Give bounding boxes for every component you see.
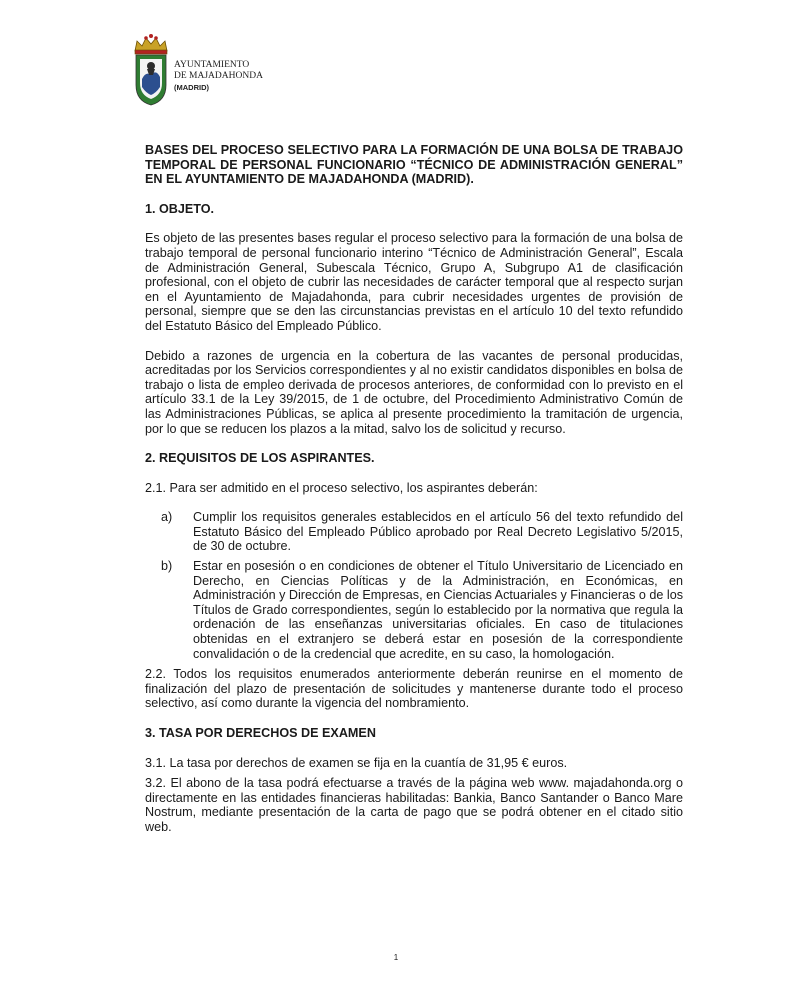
section-1-paragraph-1: Es objeto de las presentes bases regular el proceso selectivo para la formación de una bolsa de trabajo temporal de personal funcionario interino “Técnico de Administración General”, Escala de Administración General, Subescala Técnico, Grupo A, Subgrupo A1 de clasificación profesional, con el objeto de cubrir las necesidades de carácter temporal que al respecto surjan en el Ayuntamiento de Majadahonda, para cubrir necesidades urgentes de provisión de personal, siempre que se den las circunstancias previstas en el artículo 10 del texto refundido del Estatuto Básico del Empleado Público. bbox=[145, 231, 683, 333]
org-line-2: DE MAJADAHONDA bbox=[174, 71, 263, 81]
list-marker: a) bbox=[161, 510, 173, 525]
section-2-intro: 2.1. Para ser admitido en el proceso selectivo, los aspirantes deberán: bbox=[145, 480, 538, 495]
list-item bbox=[145, 510, 683, 554]
letterhead bbox=[131, 33, 331, 108]
list-marker: b) bbox=[161, 559, 173, 574]
section-2-paragraph-2: 2.2. Todos los requisitos enumerados anteriormente deberán reunirse en el momento de finalización del plazo de presentación de solicitudes y mantenerse durante todo el proceso selectivo, así como durante la vigencia del nombramiento. bbox=[145, 667, 683, 711]
list-item-text: Estar en posesión o en condiciones de obtener el Título Universitario de Licenciado en Derecho, en Ciencias Políticas y de la Administración, en Económicas, en Administración y Dirección de Empresas, en Ciencias Actuariales y Financieras o de los Títulos de Grado correspondientes, según lo establecido por la normativa que regula la ordenación de las enseñanzas universitarias oficiales. En caso de titulaciones obtenidas en el extranjero se deberá estar en posesión de la correspondiente convalidación o de la credencial que acredite, en su caso, la homologación. bbox=[193, 559, 683, 661]
section-3-paragraph-2: 3.2. El abono de la tasa podrá efectuarse a través de la página web www. majadahonda.org o directamente en las entidades financieras habilitadas: Bankia, Banco Santander o Banco Mare Nostrum, mediante presentación de la carta de pago que se podrá obtener en el citado sitio web. bbox=[145, 776, 683, 834]
organization-name bbox=[174, 60, 263, 93]
section-3-paragraph-1: 3.1. La tasa por derechos de examen se fija en la cuantía de 31,95 € euros. bbox=[145, 755, 568, 770]
list-item-text: Cumplir los requisitos generales establecidos en el artículo 56 del texto refundido del Estatuto Básico del Empleado Público aprobado por Real Decreto Legislativo 5/2015, de 30 de octubre. bbox=[193, 510, 683, 554]
section-3-heading: 3. TASA POR DERECHOS DE EXAMEN bbox=[145, 726, 376, 740]
requirements-list bbox=[145, 510, 683, 661]
document-title: BASES DEL PROCESO SELECTIVO PARA LA FORMACIÓN DE UNA BOLSA DE TRABAJO TEMPORAL DE PERSONAL FUNCIONARIO “TÉCNICO DE ADMINISTRACIÓN GENERAL” EN EL AYUNTAMIENTO DE MAJADAHONDA (MADRID). bbox=[145, 143, 683, 187]
page-number: 1 bbox=[393, 953, 399, 962]
section-1-heading: 1. OBJETO. bbox=[145, 201, 215, 216]
list-item bbox=[145, 559, 683, 661]
org-line-1: AYUNTAMIENTO bbox=[174, 60, 250, 70]
section-1-paragraph-2: Debido a razones de urgencia en la cobertura de las vacantes de personal producidas, acreditadas por los Servicios correspondientes y al no existir candidatos disponibles en bolsa de trabajo o lista de empleo derivada de procesos anteriores, de conformidad con lo previsto en el artículo 33.1 de la Ley 39/2015, de 1 de octubre, del Procedimiento Administrativo Común de las Administraciones Públicas, se aplica al presente procedimiento la tramitación de urgencia, por lo que se reducen los plazos a la mitad, salvo los de solicitud y recurso. bbox=[145, 348, 683, 436]
section-2-heading: 2. REQUISITOS DE LOS ASPIRANTES. bbox=[145, 451, 375, 466]
coat-of-arms-icon bbox=[131, 33, 171, 107]
org-line-3: (MADRID) bbox=[174, 83, 209, 92]
document-body bbox=[145, 143, 683, 835]
